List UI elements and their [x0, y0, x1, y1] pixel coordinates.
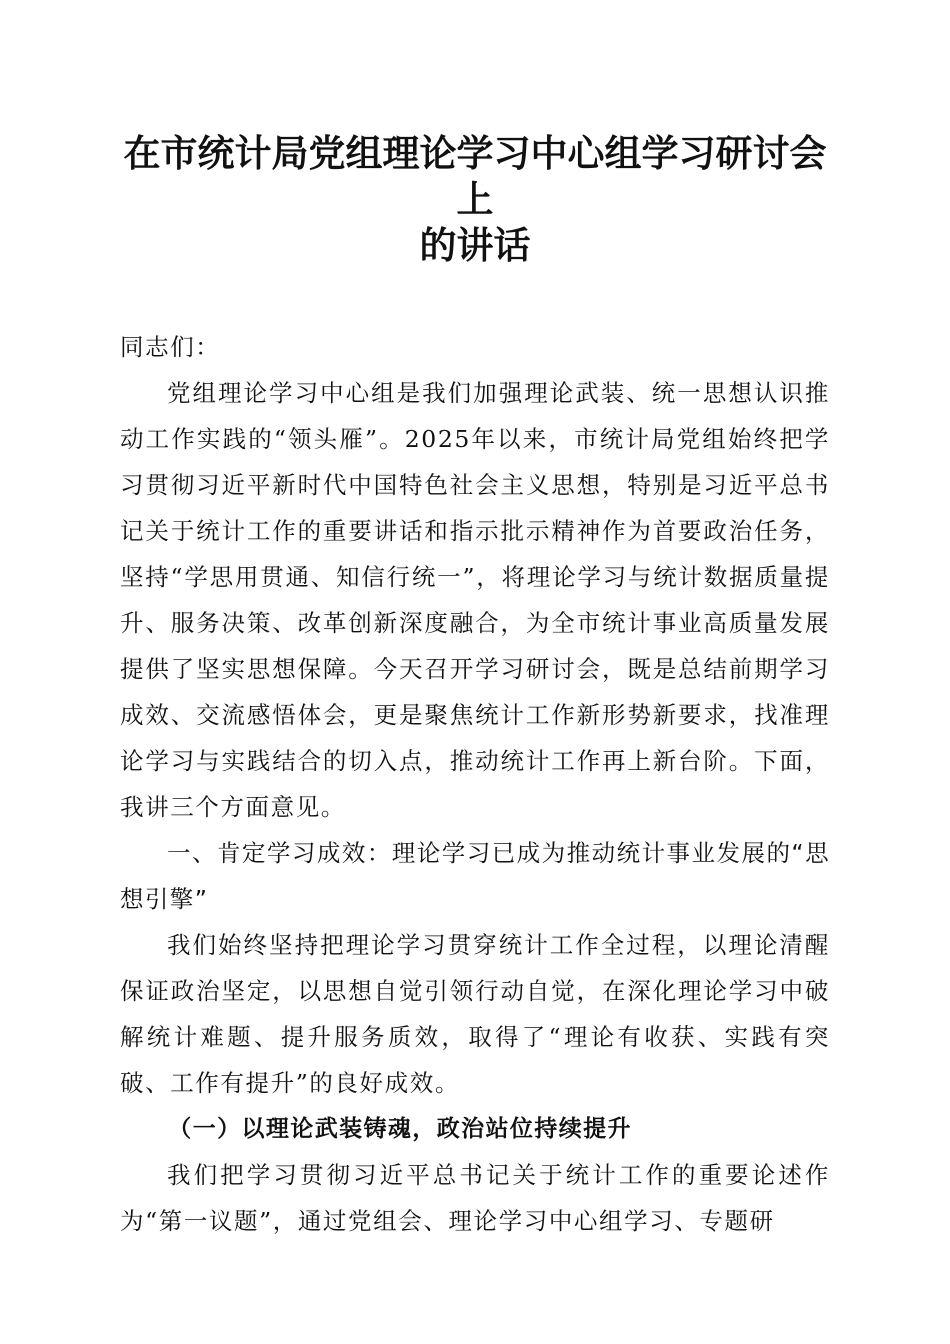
document-title — [120, 130, 830, 268]
title-line-2: 的讲话 — [419, 223, 531, 267]
document-page — [120, 130, 830, 1244]
intro-paragraph: 党组理论学习中心组是我们加强理论武装、统一思想认识推动工作实践的“领头雁”。2025年以来，市统计局党组始终把学习贯彻习近平新时代中国特色社会主义思想，特别是习近平总书记关于统计工作的重要讲话和指示批示精神作为首要政治任务，坚持“学思用贯通、知信行统一”，将理论学习与统计数据质量提升、服务决策、改革创新深度融合，为全市统计事业高质量发展提供了坚实思想保障。今天召开学习研讨会，既是总结前期学习成效、交流感悟体会，更是聚焦统计工作新形势新要求，找准理论学习与实践结合的切入点，推动统计工作再上新台阶。下面，我讲三个方面意见。 — [120, 379, 830, 821]
section-1-paragraph: 我们始终坚持把理论学习贯穿统计工作全过程，以理论清醒保证政治坚定，以思想自觉引领行动自觉，在深化理论学习中破解统计难题、提升服务质效，取得了“理论有收获、实践有突破、工作有提升”的良好成效。 — [120, 931, 830, 1097]
subsection-1-paragraph: 我们把学习贯彻习近平总书记关于统计工作的重要论述作为“第一议题”，通过党组会、理论学习中心组学习、专题研 — [120, 1161, 830, 1235]
subsection-1-heading: （一）以理论武装铸魂，政治站位持续提升 — [168, 1115, 632, 1142]
salutation: 同志们： — [120, 333, 221, 361]
title-line-1: 在市统计局党组理论学习中心组学习研讨会上 — [123, 131, 827, 221]
section-1-heading: 一、肯定学习成效：理论学习已成为推动统计事业发展的“思想引擎” — [120, 839, 830, 913]
